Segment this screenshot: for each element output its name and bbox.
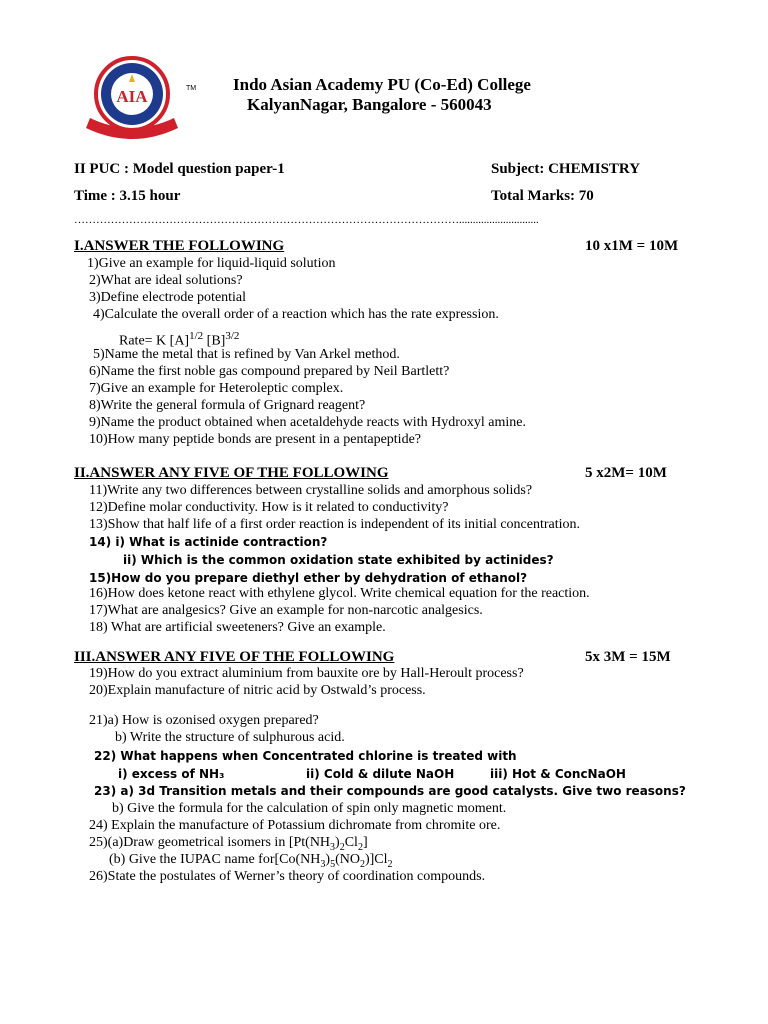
separator-line: …………………………………………………………………………………………….............................	[74, 214, 539, 226]
question-22-iii: iii) Hot & ConcNaOH	[490, 767, 626, 781]
question-23a: 23) a) 3d Transition metals and their compounds are good catalysts. Give two reasons?	[94, 784, 686, 798]
section-2-title: II.ANSWER ANY FIVE OF THE FOLLOWING	[74, 465, 389, 481]
question-1: 1)Give an example for liquid-liquid solution	[87, 256, 336, 271]
question-15: 15)How do you prepare diethyl ether by dehydration of ethanol?	[89, 571, 528, 585]
question-9: 9)Name the product obtained when acetaldehyde reacts with Hydroxyl amine.	[89, 415, 526, 430]
question-22-i: i) excess of NH₃	[118, 767, 225, 781]
question-22: 22) What happens when Concentrated chlorine is treated with	[94, 749, 517, 763]
section-2-marks: 5 x2M= 10M	[585, 465, 667, 481]
college-logo	[82, 52, 200, 144]
section-1-title: I.ANSWER THE FOLLOWING	[74, 238, 285, 254]
question-24: 24) Explain the manufacture of Potassium dichromate from chromite ore.	[89, 818, 501, 833]
question-4: 4)Calculate the overall order of a reaction which has the rate expression.	[93, 307, 499, 322]
question-26: 26)State the postulates of Werner’s theory of coordination compounds.	[89, 869, 486, 884]
question-18: 18) What are artificial sweeteners? Give an example.	[89, 620, 386, 635]
class-label: II PUC : Model question paper-1	[74, 161, 285, 177]
logo-trademark: TM	[186, 85, 197, 92]
question-5: 5)Name the metal that is refined by Van Arkel method.	[93, 347, 400, 362]
rate-expression: Rate= K $[A]^{1/2}$ $[B]^{3/2}$	[119, 330, 240, 349]
question-14-ii: ii) Which is the common oxidation state exhibited by actinides?	[123, 553, 554, 567]
college-address: KalyanNagar, Bangalore - 560043	[247, 95, 492, 114]
question-21b: b) Write the structure of sulphurous acid.	[115, 730, 345, 745]
question-23b: b) Give the formula for the calculation of spin only magnetic moment.	[112, 801, 507, 816]
question-25a: 25)(a)Draw geometrical isomers in $[Pt(NH_3)_2Cl_2]$	[89, 835, 368, 853]
question-21a: 21)a) How is ozonised oxygen prepared?	[89, 713, 319, 728]
question-16: 16)How does ketone react with ethylene glycol. Write chemical equation for the reaction.	[89, 586, 590, 601]
question-10: 10)How many peptide bonds are present in a pentapeptide?	[89, 432, 422, 447]
question-14-i: 14) i) What is actinide contraction?	[89, 535, 328, 549]
section-1-marks: 10 x1M = 10M	[585, 238, 679, 254]
section-3-marks: 5x 3M = 15M	[585, 649, 671, 665]
marks-label: Total Marks: 70	[491, 188, 594, 204]
time-label: Time : 3.15 hour	[74, 188, 181, 204]
question-12: 12)Define molar conductivity. How is it related to conductivity?	[89, 500, 449, 515]
subject-label: Subject: CHEMISTRY	[491, 161, 641, 177]
section-3-title: III.ANSWER ANY FIVE OF THE FOLLOWING	[74, 649, 395, 665]
question-8: 8)Write the general formula of Grignard reagent?	[89, 398, 366, 413]
question-13: 13)Show that half life of a first order reaction is independent of its initial concentration.	[89, 517, 581, 532]
question-17: 17)What are analgesics? Give an example for non-narcotic analgesics.	[89, 603, 483, 618]
question-11: 11)Write any two differences between crystalline solids and amorphous solids?	[89, 483, 533, 498]
question-22-ii: ii) Cold & dilute NaOH	[306, 767, 455, 781]
question-25b: (b) Give the IUPAC name $for[Co(NH_3)_5(NO_2)]Cl_2$	[109, 852, 393, 870]
question-20: 20)Explain manufacture of nitric acid by Ostwald’s process.	[89, 683, 426, 698]
college-name: Indo Asian Academy PU (Co-Ed) College	[233, 75, 531, 94]
question-7: 7)Give an example for Heteroleptic complex.	[89, 381, 344, 396]
logo-letters: AIA	[116, 87, 148, 106]
question-6: 6)Name the first noble gas compound prepared by Neil Bartlett?	[89, 364, 450, 379]
question-19: 19)How do you extract aluminium from bauxite ore by Hall-Heroult process?	[89, 666, 524, 681]
question-3: 3)Define electrode potential	[89, 290, 247, 305]
question-2: 2)What are ideal solutions?	[89, 273, 243, 288]
